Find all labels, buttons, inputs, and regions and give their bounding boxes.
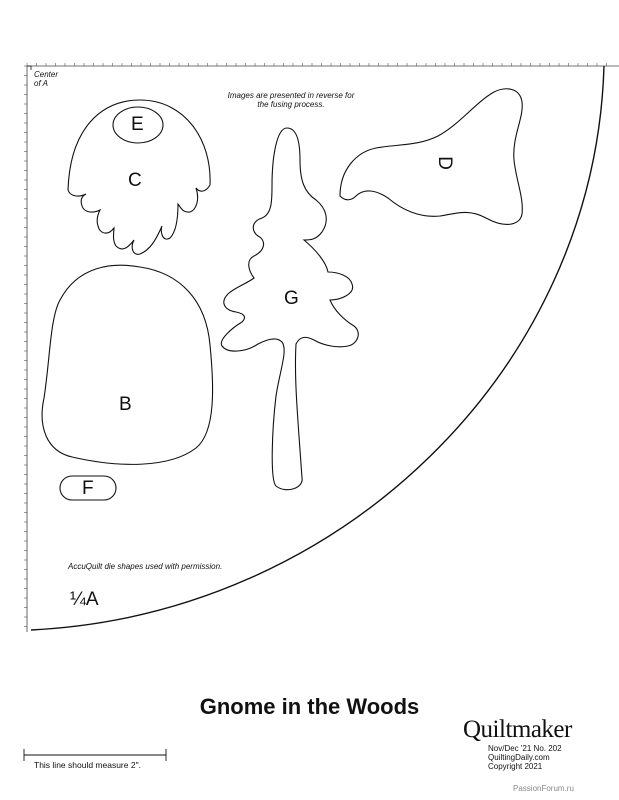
brand-logo: Quiltmaker [463, 716, 572, 743]
piece-d-label: D [433, 156, 455, 170]
page-title: Gnome in the Woods [199, 694, 420, 719]
piece-e-label: E [131, 114, 144, 135]
issue-line-2: QuiltingDaily.com [488, 753, 550, 762]
watermark: PassionForum.ru [513, 784, 574, 793]
quarter-a-label: ¼A [70, 589, 99, 610]
piece-b-label: B [119, 394, 132, 415]
permission-note: AccuQuilt die shapes used with permission. [68, 562, 223, 571]
center-corner-marker [27, 66, 31, 70]
measure-note: This line should measure 2". [34, 760, 141, 770]
fusing-note: Images are presented in reverse for the fusing process. [227, 91, 355, 109]
center-of-a-label: Center of A [34, 70, 59, 88]
issue-line-1: Nov/Dec '21 No. 202 [488, 744, 562, 753]
issue-line-3: Copyright 2021 [488, 762, 543, 771]
piece-c-label: C [128, 170, 142, 191]
quarter-circle-arc [31, 66, 604, 630]
piece-g-label: G [284, 288, 299, 309]
piece-d-shape [340, 89, 522, 225]
piece-f-label: F [82, 478, 94, 499]
piece-b-shape [42, 265, 213, 464]
